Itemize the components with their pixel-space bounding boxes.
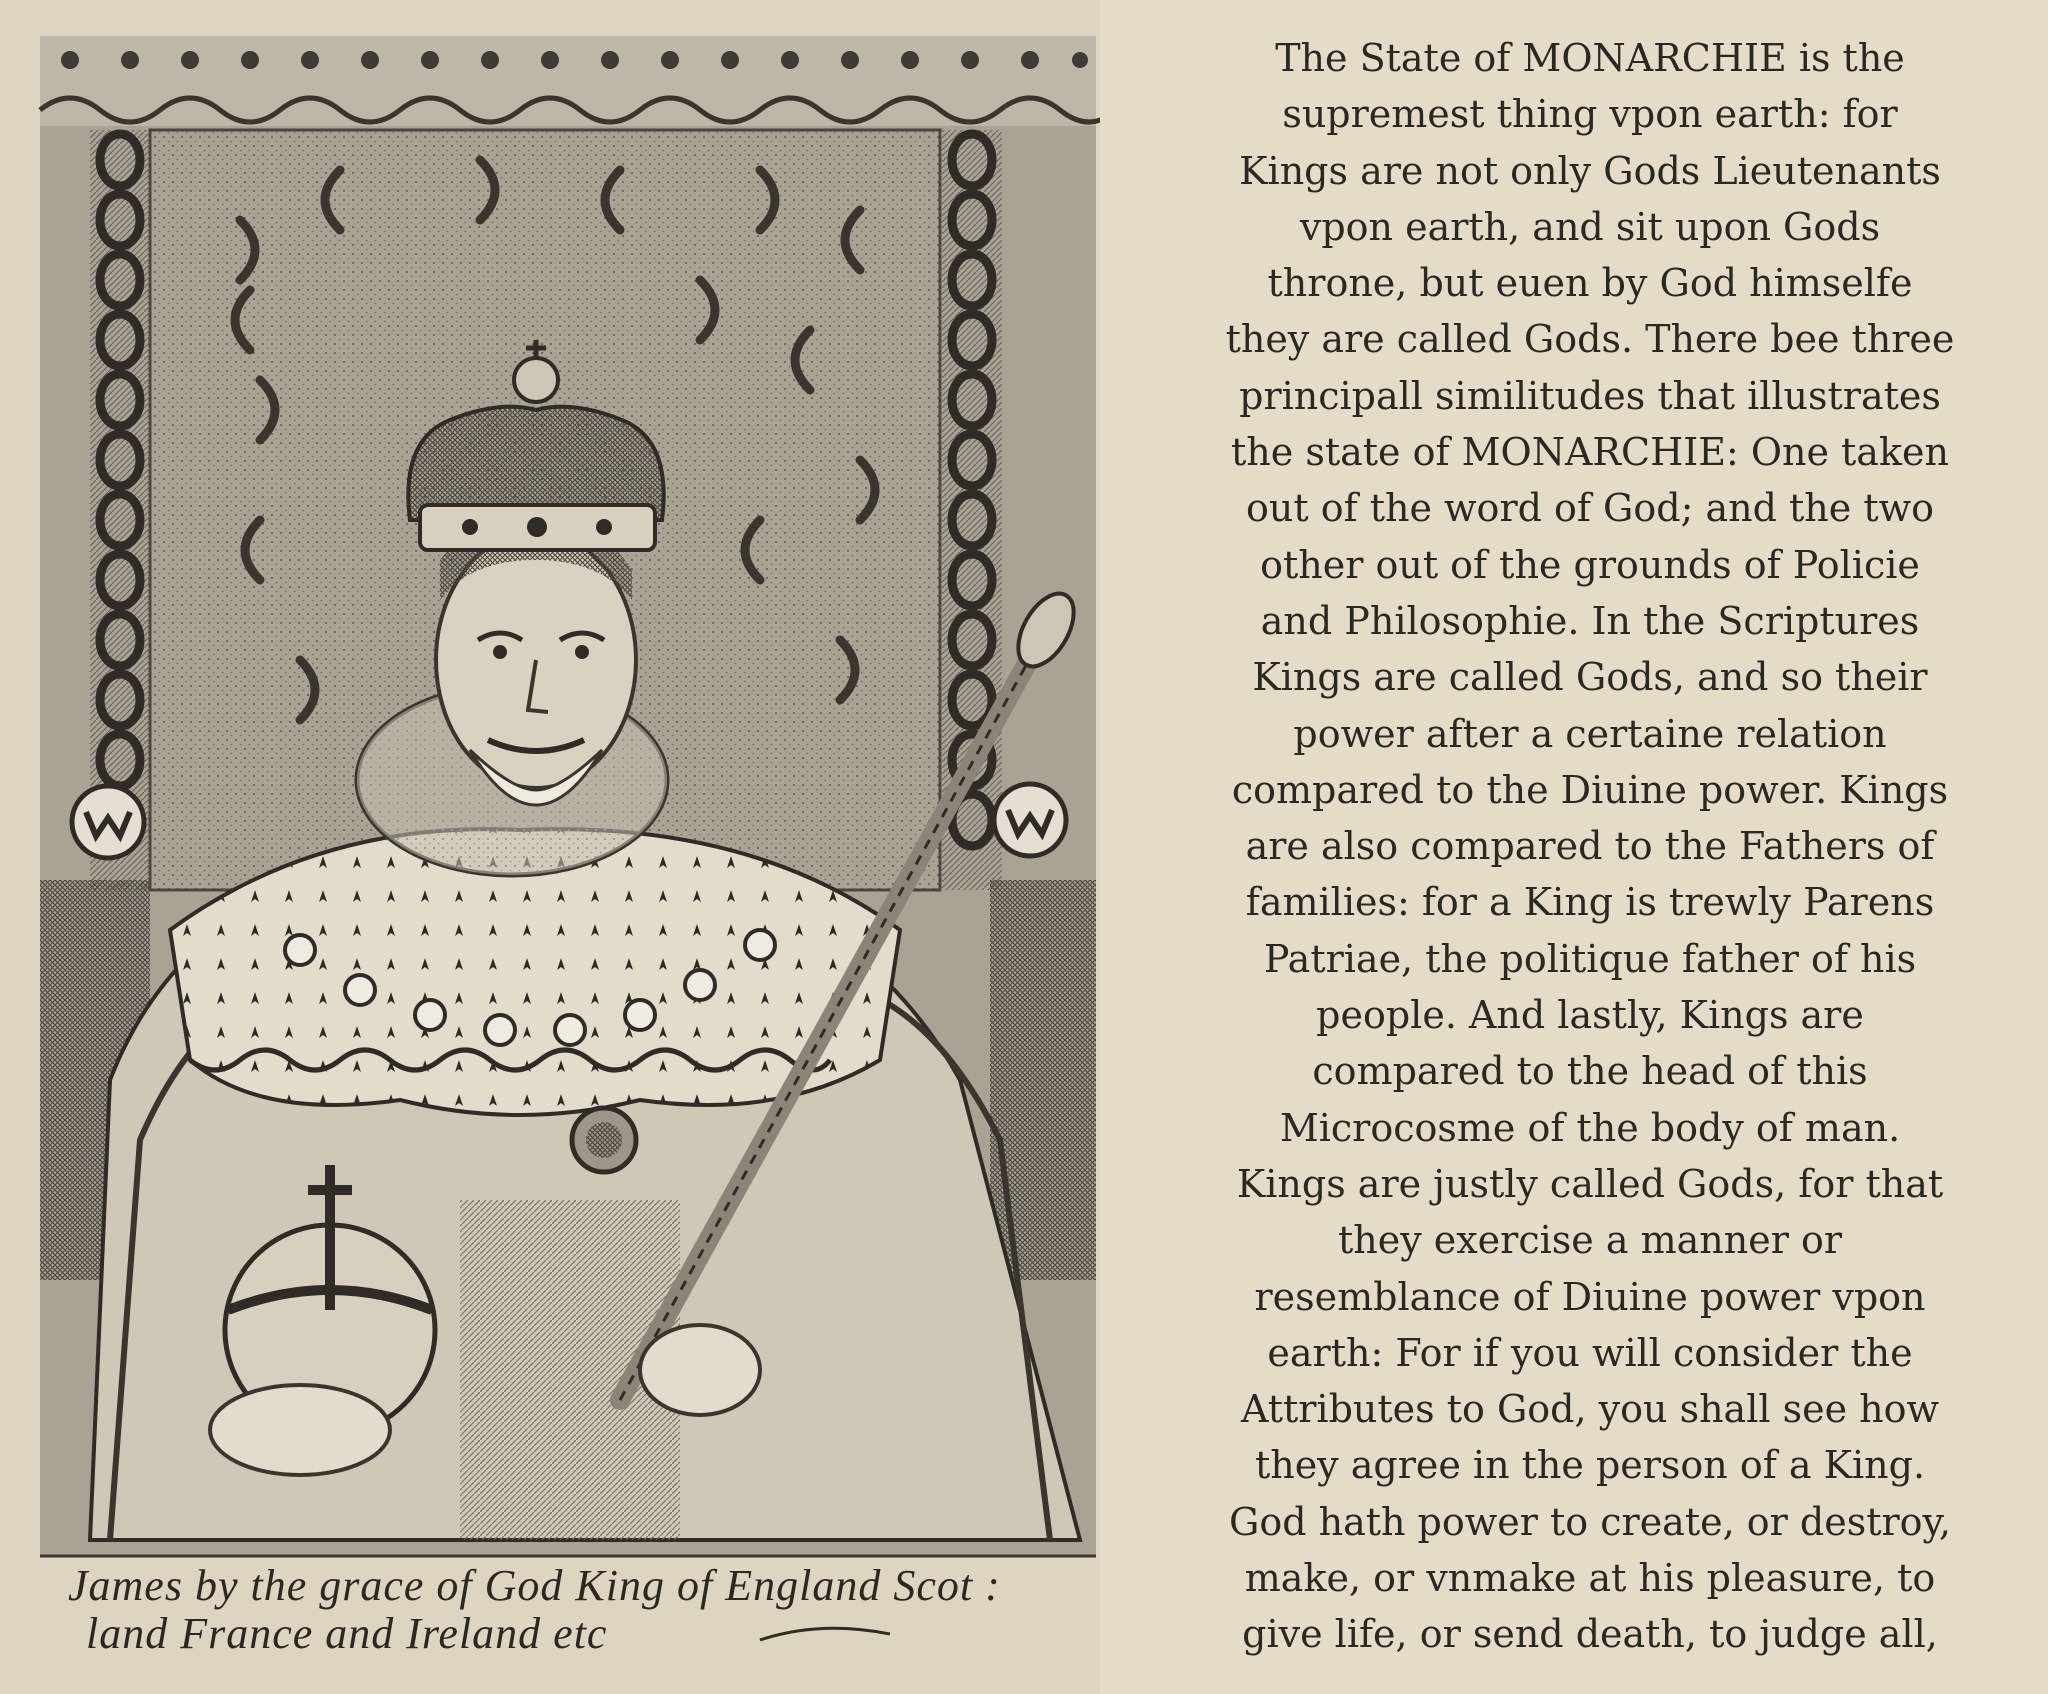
text-line: vpon earth, and sit upon Gods <box>1299 204 1881 249</box>
text-line: other out of the grounds of Policie <box>1260 542 1920 587</box>
text-line: are also compared to the Fathers of <box>1245 824 1935 869</box>
text-line: families: for a King is trewly Parens <box>1245 880 1935 925</box>
text-line: out of the word of God; and the two <box>1246 486 1934 531</box>
text-line: Microcosme of the body of man. <box>1279 1105 1901 1150</box>
throne-right <box>990 880 1096 1280</box>
text-line: supremest thing vpon earth: for <box>1282 92 1898 137</box>
text-line: resemblance of Diuine power vpon <box>1254 1274 1926 1319</box>
engraving-caption-line-2: land France and Ireland etc <box>86 1609 608 1658</box>
text-line: power after a certaine relation <box>1293 711 1887 756</box>
text-line: Kings are justly called Gods, for that <box>1236 1161 1944 1206</box>
right-hand <box>640 1325 760 1415</box>
text-line: Patriae, the politique father of his <box>1263 936 1917 981</box>
text-line: throne, but euen by God himselfe <box>1267 261 1913 306</box>
text-line: they are called Gods. There bee three <box>1225 317 1955 362</box>
text-line: people. And lastly, Kings are <box>1316 993 1864 1038</box>
engraving-caption-line-1: James by the grace of God King of England Scot : <box>68 1561 1001 1610</box>
text-line: Kings are not only Gods Lieutenants <box>1239 148 1941 193</box>
left-hand <box>210 1385 390 1475</box>
quote-text-panel <box>1160 30 2020 1670</box>
text-line: The State of MONARCHIE is the <box>1275 36 1905 80</box>
text-line: Kings are called Gods, and so their <box>1252 655 1928 700</box>
text-line: compared to the Diuine power. Kings <box>1231 767 1949 812</box>
text-line: give life, or send death, to judge all, <box>1242 1612 1938 1657</box>
crown-orb <box>514 358 558 402</box>
text-line: make, or vnmake at his pleasure, to <box>1244 1556 1936 1601</box>
text-line: earth: For if you will consider the <box>1267 1330 1913 1375</box>
text-line: Attributes to God, you shall see how <box>1240 1387 1940 1432</box>
text-line: and Philosophie. In the Scriptures <box>1260 598 1920 643</box>
text-line: God hath power to create, or destroy, <box>1228 1499 1952 1544</box>
text-line: compared to the head of this <box>1312 1049 1868 1094</box>
canopy-band <box>40 36 1096 126</box>
text-line: they exercise a manner or <box>1337 1218 1842 1263</box>
text-line: they agree in the person of a King. <box>1254 1443 1926 1488</box>
text-line: principall similitudes that illustrates <box>1239 373 1941 418</box>
text-line: the state of MONARCHIE: One taken <box>1231 430 1949 475</box>
